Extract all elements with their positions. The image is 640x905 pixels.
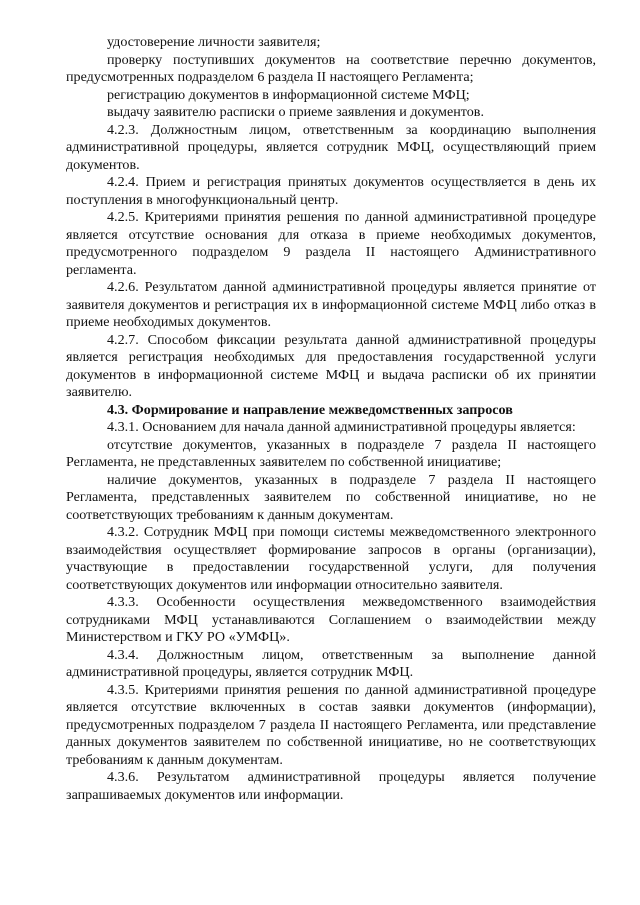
paragraph: проверку поступивших документов на соответствие перечню документов, предусмотренных подразделом 6 раздела II настоящего Регламента;: [66, 51, 596, 85]
paragraph: 4.2.5. Критериями принятия решения по данной административной процедуре является отсутствие основания для отказа в приеме необходимых документов, предусмотренного подразделом 9 раздела II настоящего Административного регламента.: [66, 209, 596, 278]
paragraph: 4.3.5. Критериями принятия решения по данной административной процедуре является отсутствие включенных в состав заявки документов (информации), предусмотренных подразделом 7 раздела II настоящего Регламента, или представление данных документов заявителем по собственной инициативе, но не соответствующих требованиям к данным документам.: [66, 681, 596, 768]
paragraph: 4.2.3. Должностным лицом, ответственным за координацию выполнения административной процедуры, является сотрудник МФЦ, осуществляющий прием документов.: [66, 121, 596, 173]
paragraph: 4.2.7. Способом фиксации результата данной административной процедуры является регистрация необходимых для предоставления государственной услуги документов в информационной системе МФЦ и выдача расписки об их принятии заявителю.: [66, 331, 596, 400]
paragraph: удостоверение личности заявителя;: [107, 34, 321, 50]
paragraph: 4.3.2. Сотрудник МФЦ при помощи системы межведомственного электронного взаимодействия осуществляет формирование запросов в органы (организации), участвующие в предоставлении государственной услуги, для получения соответствующих документов или информации относительно заявителя.: [66, 524, 596, 593]
paragraph: 4.3.3. Особенности осуществления межведомственного взаимодействия сотрудниками МФЦ устанавливаются Соглашением о взаимодействии между Министерством и ГКУ РО «УМФЦ».: [66, 594, 596, 645]
paragraph: отсутствие документов, указанных в подразделе 7 раздела II настоящего Регламента, не представленных заявителем по собственной инициативе;: [66, 436, 596, 470]
paragraph: наличие документов, указанных в подразделе 7 раздела II настоящего Регламента, представленных заявителем по собственной инициативе, но не соответствующих требованиям к данным документам.: [66, 471, 596, 523]
section-heading: 4.3. Формирование и направление межведомственных запросов: [107, 401, 513, 418]
paragraph: выдачу заявителю расписки о приеме заявления и документов.: [107, 104, 484, 120]
paragraph: 4.3.1. Основанием для начала данной административной процедуры является:: [107, 419, 576, 435]
paragraph: регистрацию документов в информационной системе МФЦ;: [107, 86, 470, 103]
paragraph: 4.3.4. Должностным лицом, ответственным за выполнение данной административной процедуры, является сотрудник МФЦ.: [66, 646, 596, 680]
paragraph: 4.3.6. Результатом административной процедуры является получение запрашиваемых документов или информации.: [66, 769, 596, 803]
paragraph: 4.2.4. Прием и регистрация принятых документов осуществляется в день их поступления в многофункциональный центр.: [66, 174, 596, 208]
paragraph: 4.2.6. Результатом данной административной процедуры является принятие от заявителя документов и регистрация их в информационной системе МФЦ либо отказ в приеме необходимых документов.: [66, 279, 596, 330]
